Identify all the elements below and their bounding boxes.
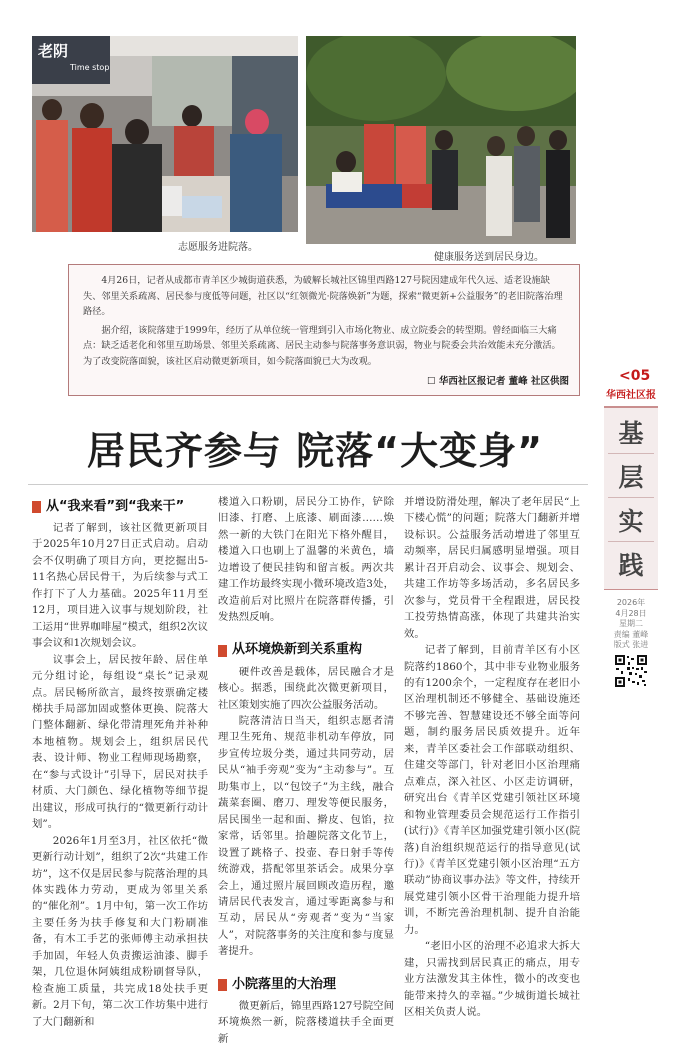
intro-paragraph: 4月26日，记者从成都市青羊区少城街道获悉，为破解长城社区锦里西路127号院因建成年代久远、适老设施缺失、邻里关系疏离、居民参与度低等问题，社区以“红领微光·院落焕新”为题，探索“微更新+公益服务”的老旧院落治理路径。 [83,275,563,318]
body-paragraph: 院落清洁日当天，组织志愿者清理卫生死角、规范非机动车停放，同步宣传垃圾分类，通过共同劳动，居民从“袖手旁观”变为“主动参与”。互助集市上，以“包饺子”为主线，融合蔬菜套圈、磨刀、理发等便民服务，居民围坐一起和面、擀皮、包馅，拉家常，话邻里。拾趣院落文化节上，设置了跳格子、投壶、春日射手等传统游戏，搭配邻里茶话会。成果分享会上，通过照片展回顾改造历程，邀请居民代表发言，通过零距离参与和互动，居民从“旁观者”变为“当家人”，对院落事务的关注度和参与度显著提升。 [218,714,394,958]
subheading-marker-icon [32,501,41,513]
body-paragraph: 2026年1月至3月，社区依托“微更新行动计划”，组织了2次“共建工作坊”，这不仅是居民参与院落治理的具体实践体力劳动，更成为邻里关系的“催化剂”。1月中旬，第一次工作坊主要任务为扶手修复和大门粉刷准备，有木工手艺的张师傅主动承担扶手加固，年轻人负责搬运油漆、脚手架，几位退休阿姨组成粉刷督导队，检查施工质量，共完成18处扶手更新。2月下旬，第二次工作坊集中进行了大门翻新和 [32,834,208,1028]
body-paragraph: 微更新后，锦里西路127号院空间环境焕然一新，院落楼道扶手全面更新 [218,999,394,1045]
article-column [32,494,208,1030]
page-number: <05 [619,368,651,384]
body-paragraph: 并增设防滑处理，解决了老年居民“上下楼心慌”的问题；院落大门翻新并增设标识。公益服务活动增进了邻里互动频率，居民归属感明显增强。项目累计召开启动会、议事会、规划会、共建工作坊等多场活动，多名居民多次参与，党员骨干全程跟进，居民投工投劳热情高涨，体现了共建共治实效。 [404,496,580,640]
article-headline: 居民齐参与 院落“大变身” [86,429,544,473]
body-paragraph: 硬件改善是载体，居民融合才是核心。据悉，围绕此次微更新项目，社区策划实施了四次公益服务活动。 [218,665,394,711]
storefront-sign-subtext: Time stop [70,63,110,72]
issue-date-line: 2026年 [616,598,646,607]
volunteer-service-photo [32,36,298,232]
subheading-text: 从环境焕新到关系重构 [232,642,363,658]
issue-date-line: 责编 董峰 [613,629,649,639]
section-char: 实 [618,507,644,536]
storefront-sign-text: 老阴 [38,42,69,60]
section-divider [608,541,654,542]
subheading-text: 小院落里的大治理 [232,976,337,992]
section-title-box [604,406,658,590]
body-paragraph: 记者了解到，目前青羊区有小区院落约1860个，其中非专业物业服务的有1200余个，一定程度存在老旧小区治理机制还不够健全、基础设施还不够完善、智慧建设还不够全面等问题，制约服务居民质效提升。近年来，青羊区委社会工作部联动组织、住建交等部门，针对老旧小区治理痛点难点，深入社区、小区走访调研，研究出台《青羊区党建引领社区环境和物业管理委员会规范运行工作指引(试行)》《青羊区加强党建引领小区(院落)自治组织规范运行的指导意见(试行)》《青羊区党建引领小区治理“五方联动”协商议事办法》等文件，持续开展党建引领小区骨干治理能力提升培训，不断完善治理机制、提升自治能力。 [404,644,580,936]
reporter-byline: ☐ 华西社区报记者 董峰 社区供图 [427,376,569,387]
subheading-marker-icon [218,645,227,657]
newspaper-logo: 华西社区报 [606,390,656,401]
body-paragraph: 议事会上，居民按年龄、居住单元分组讨论，每组设“桌长”记录观点。居民畅所欲言，最终按票确定楼梯扶手局部加固或整体更换、院落大门整体翻新、绿化带清理死角并补种本地植物。规划会上，组织居民代表、设计师、物业工程师现场勘察，在“参与式设计”引导下，居民对扶手材质、大门颜色、绿化植物等细节提出建议，形成可执行的“微更新行动计划”。 [32,653,208,831]
issue-date-line: 版式 张进 [613,640,649,649]
subheading [218,640,394,662]
subheading-marker-icon [218,979,227,991]
headline-divider [28,484,588,485]
body-paragraph: 楼道入口粉刷，居民分工协作，铲除旧漆、打磨、上底漆、刷面漆……焕然一新的大铁门在阳光下格外醒目，楼道入口也刷上了温馨的米黄色，墙边增设了便民挂钩和留言板。两次共建工作坊最终实现小微环境改造3处，改造前后对比照片在院落群传播，引发热烈反响。 [218,496,394,624]
body-paragraph: 记者了解到，该社区微更新项目于2025年10月27日正式启动。启动会不仅明确了项目方向，更挖掘出5-11名热心居民骨干，为后续参与式工作打下了人力基础。2025年11月至12月，项目进入议事与规划阶段，社工运用“世界咖啡屋”模式，组织2次议事会议和1次规划会议。 [32,522,208,650]
subheading [218,974,394,996]
photo-caption-left: 志愿服务进院落。 [178,242,258,253]
article-column [404,494,580,1021]
issue-date-line: 星期二 [619,619,643,628]
body-paragraph: “老旧小区的治理不必追求大拆大建，只需找到居民真正的痛点，用专业方法激发其主体性，微小的改变也能带来持久的幸福。”少城街道长城社区相关负责人说。 [404,940,580,1019]
qr-code-icon[interactable] [614,654,648,688]
subheading-text: 从“我来看”到“我来干” [46,498,185,514]
intro-box [68,264,580,396]
issue-date-block [600,598,662,651]
section-char: 层 [618,463,644,492]
intro-paragraph: 据介绍，该院落建于1999年，经历了从单位统一管理到引入市场化物业、成立院委会的转型期。曾经面临三大痛点：缺乏适老化和邻里互助场景、邻里关系疏离、居民主动参与院落事务意识弱，物业与院委会共治效能未充分激活。为了改变院落面貌，该社区启动微更新项目，如今院落面貌已大为改观。 [83,324,561,367]
subheading [32,496,208,518]
photo-caption-right: 健康服务送到居民身边。 [434,252,544,263]
section-char: 基 [618,419,644,448]
health-service-photo [306,36,576,244]
article-column [218,494,394,1047]
issue-date-line: 4月28日 [615,608,647,618]
section-char: 践 [618,551,644,580]
section-divider [608,453,654,454]
section-divider [608,497,654,498]
